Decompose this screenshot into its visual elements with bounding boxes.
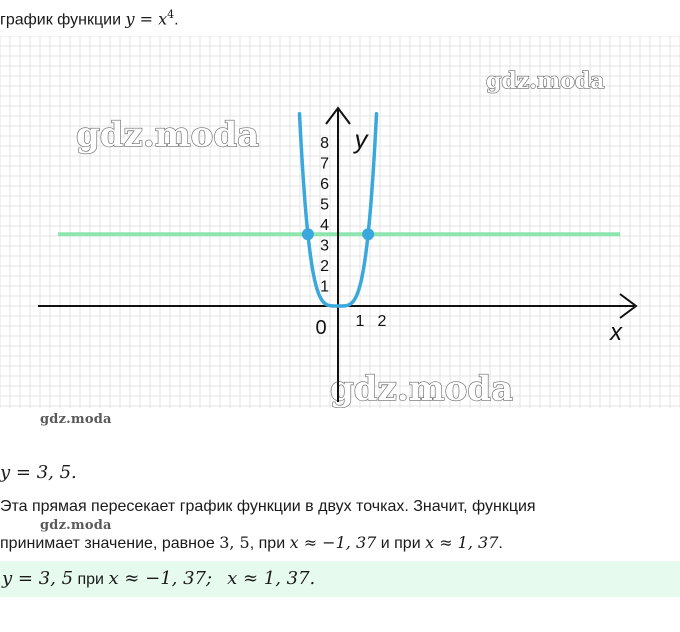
intro-line (0, 4, 179, 31)
y-tick-label: 4 (320, 217, 329, 234)
x-axis-label: x (610, 319, 622, 346)
graph-canvas (0, 36, 680, 408)
answer-pri: при (73, 571, 109, 588)
intro-formula: y = x (125, 9, 168, 29)
y-tick-label: 1 (320, 278, 329, 296)
text2-value: 3, 5 (219, 533, 250, 552)
text2-e: и при (376, 535, 426, 552)
y-tick-label: 7 (320, 155, 329, 173)
watermark-small-1: gdz.moda (40, 412, 112, 427)
text2-a: принимает значение, равное (0, 535, 220, 552)
watermark-small-2: gdz.moda (40, 518, 112, 533)
equation-line: y = 3, 5. (0, 462, 77, 483)
answer-eq: y = 3, 5 (2, 568, 74, 589)
origin-label: 0 (315, 317, 327, 339)
explanation-line-1: Эта прямая пересекает график функции в двух точках. Значит, функция (0, 498, 536, 515)
text2-x2: x ≈ 1, 37 (425, 533, 499, 552)
watermark-left: gdz.moda (76, 115, 260, 155)
intro-text: график функции (0, 11, 126, 29)
y-tick-label: 8 (320, 135, 329, 152)
y-tick-label: 6 (320, 176, 329, 193)
answer-line (2, 567, 315, 591)
watermark-top-right: gdz.moda (486, 68, 605, 94)
answer-x2: x ≈ 1, 37. (227, 568, 316, 589)
watermark-bottom: gdz.moda (330, 369, 514, 408)
explanation-line-2 (0, 532, 503, 555)
answer-x1: x ≈ −1, 37; (108, 568, 213, 589)
y-tick-label: 2 (320, 258, 329, 275)
y-tick-label: 5 (320, 196, 329, 214)
text2-c: , при (249, 535, 290, 552)
x-tick-label: 1 (355, 313, 365, 330)
answer-box (0, 561, 680, 597)
text2-x1: x ≈ −1, 37 (289, 533, 377, 552)
function-graph (0, 36, 680, 408)
y-axis-label: y (354, 124, 368, 154)
y-tick-label: 3 (320, 237, 329, 255)
text2-g: . (498, 535, 503, 552)
intersection-point-2 (362, 228, 374, 240)
intro-end: . (174, 11, 179, 29)
intersection-point-1 (302, 228, 314, 240)
x-tick-label: 2 (377, 313, 387, 330)
intro-exponent: 4 (167, 8, 175, 21)
